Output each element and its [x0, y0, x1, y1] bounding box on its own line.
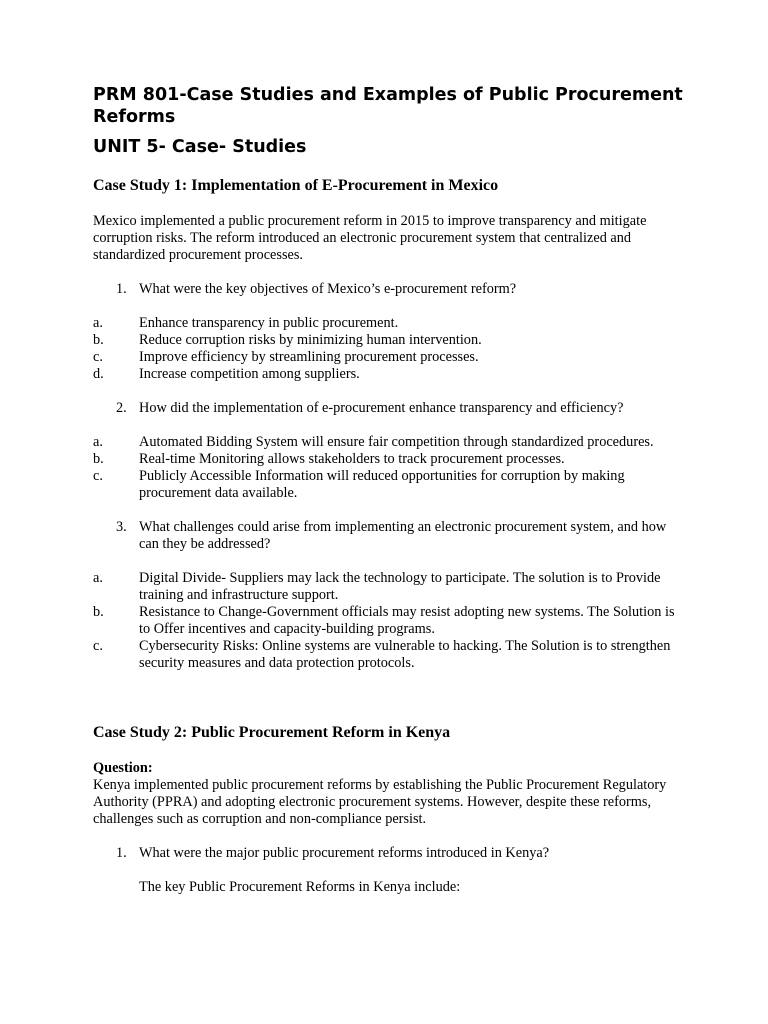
list-marker: b. [93, 451, 104, 467]
answer-list-2 [93, 434, 683, 502]
unit-heading: UNIT 5- Case- Studies [93, 137, 307, 157]
question-number: 1. [116, 845, 127, 861]
list-item [93, 366, 683, 383]
list-item [93, 570, 683, 604]
question-number: 2. [116, 400, 127, 416]
answer-list-3 [93, 570, 683, 672]
list-item-text: Digital Divide- Suppliers may lack the technology to participate. The solution is to Provide training and infrastructure support. [139, 570, 661, 603]
list-item-text: Automated Bidding System will ensure fair competition through standardized procedures. [139, 434, 654, 450]
answer-list-1 [93, 315, 683, 383]
case-study-1-intro: Mexico implemented a public procurement reform in 2015 to improve transparency and mitigate corruption risks. The reform introduced an electronic procurement system that centralized and standardized procurement processes. [93, 213, 647, 263]
list-item [93, 332, 683, 349]
question-1 [93, 281, 683, 298]
question-text: What challenges could arise from implementing an electronic procurement system, and how can they be addressed? [139, 519, 667, 552]
list-marker: a. [93, 315, 103, 331]
question-text: How did the implementation of e-procurement enhance transparency and efficiency? [139, 400, 624, 416]
list-marker: a. [93, 570, 103, 586]
list-item [93, 434, 683, 451]
list-item [93, 468, 683, 502]
list-marker: a. [93, 434, 103, 450]
question-number: 1. [116, 281, 127, 297]
list-item-text: Resistance to Change-Government officials may resist adopting new systems. The Solution is to Offer incentives and capacity-building programs. [139, 604, 675, 637]
case-2-answer-intro: The key Public Procurement Reforms in Kenya include: [139, 879, 461, 895]
list-marker: b. [93, 332, 104, 348]
list-item [93, 451, 683, 468]
list-item-text: Reduce corruption risks by minimizing human intervention. [139, 332, 482, 348]
document-title: PRM 801-Case Studies and Examples of Public Procurement Reforms [93, 85, 683, 127]
list-item [93, 349, 683, 366]
question-2 [93, 400, 683, 417]
list-item-text: Increase competition among suppliers. [139, 366, 360, 382]
list-item-text: Cybersecurity Risks: Online systems are vulnerable to hacking. The Solution is to strengthen security measures and data protection protocols. [139, 638, 671, 671]
case-study-1-heading: Case Study 1: Implementation of E-Procurement in Mexico [93, 177, 499, 194]
list-item-text: Real-time Monitoring allows stakeholders to track procurement processes. [139, 451, 565, 467]
list-marker: d. [93, 366, 104, 382]
question-label: Question: [93, 760, 153, 776]
list-item [93, 604, 683, 638]
list-marker: b. [93, 604, 104, 620]
list-marker: c. [93, 638, 103, 654]
list-item-text: Improve efficiency by streamlining procurement processes. [139, 349, 479, 365]
document-page [93, 84, 683, 896]
case-study-2-intro: Kenya implemented public procurement reforms by establishing the Public Procurement Regulatory Authority (PPRA) and adopting electronic procurement systems. However, despite these reforms, challenges such as corruption and non-compliance persist. [93, 777, 667, 827]
list-item-text: Enhance transparency in public procurement. [139, 315, 399, 331]
list-marker: c. [93, 468, 103, 484]
question-text: What were the major public procurement reforms introduced in Kenya? [139, 845, 550, 861]
list-marker: c. [93, 349, 103, 365]
case-2-question-1 [93, 845, 683, 862]
list-item [93, 638, 683, 672]
case-study-2-heading: Case Study 2: Public Procurement Reform in Kenya [93, 724, 451, 741]
question-number: 3. [116, 519, 127, 535]
question-3 [93, 519, 683, 553]
question-text: What were the key objectives of Mexico’s e-procurement reform? [139, 281, 517, 297]
list-item [93, 315, 683, 332]
list-item-text: Publicly Accessible Information will reduced opportunities for corruption by making procurement data available. [139, 468, 625, 501]
